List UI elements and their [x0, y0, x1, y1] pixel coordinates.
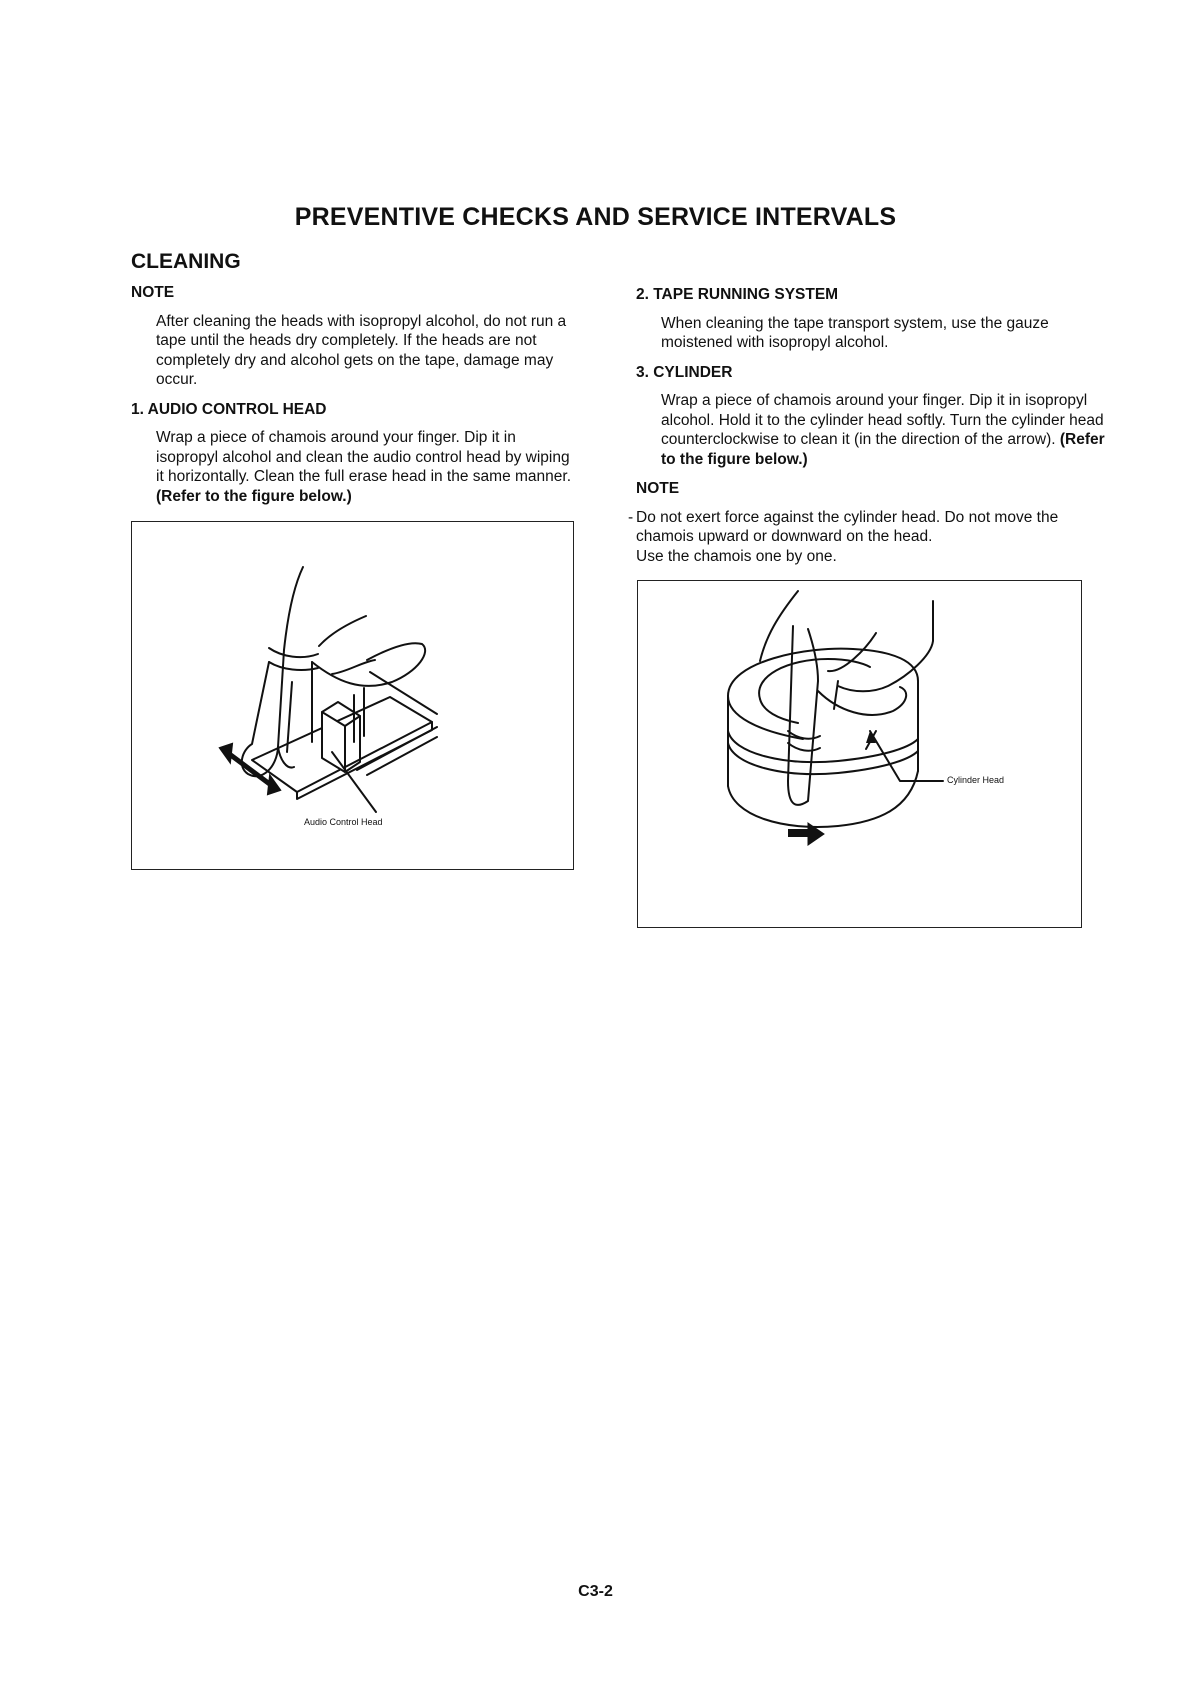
step-audio-control-head-label: 1. AUDIO CONTROL HEAD: [131, 400, 327, 418]
page-number: C3-2: [578, 1583, 613, 1600]
figure-reference: (Refer to the figure below.): [661, 431, 1105, 468]
figure-caption: Cylinder Head: [947, 775, 1005, 785]
figure-reference: (Refer to the figure below.): [156, 487, 352, 505]
step-tape-running-system-text: When cleaning the tape transport system, use the gauze moistened with isopropyl alcohol.: [661, 314, 1049, 351]
step-audio-control-head-text: [131, 428, 581, 506]
step-cylinder-label: 3. CYLINDER: [636, 363, 733, 381]
left-column: [131, 283, 581, 516]
cylinder-head-figure: [637, 580, 1082, 928]
step-text: Wrap a piece of chamois around your finger. Dip it in isopropyl alcohol. Hold it to the cylinder head softly. Turn the cylinder head counterclockwise to clean it (in the direction of the arrow).: [661, 392, 1104, 448]
note-text: [628, 508, 1106, 567]
note-line-1: Do not exert force against the cylinder head. Do not move the chamois upward or downward on the head.: [636, 508, 1059, 545]
cylinder-head-illustration: [638, 581, 1080, 926]
note-label: NOTE: [636, 480, 680, 497]
note-bullet: -: [628, 508, 634, 526]
step-tape-running-system-label: 2. TAPE RUNNING SYSTEM: [636, 286, 839, 303]
figure-caption: Audio Control Head: [304, 817, 383, 827]
section-title: CLEANING: [131, 250, 241, 273]
audio-control-head-figure: [131, 521, 574, 870]
right-column: [628, 285, 1106, 566]
step-cylinder-text: [636, 391, 1106, 469]
note-line-2: Use the chamois one by one.: [636, 547, 837, 565]
page-title: PREVENTIVE CHECKS AND SERVICE INTERVALS: [294, 203, 897, 231]
note-label: NOTE: [131, 284, 175, 301]
note-text: After cleaning the heads with isopropyl alcohol, do not run a tape until the heads dry completely. If the heads are not completely dry and alcohol gets on the tape, damage may occur.: [156, 312, 567, 388]
step-text: Wrap a piece of chamois around your finger. Dip it in isopropyl alcohol and clean the audio control head by wiping it horizontally. Clean the full erase head in the same manner.: [156, 429, 572, 485]
